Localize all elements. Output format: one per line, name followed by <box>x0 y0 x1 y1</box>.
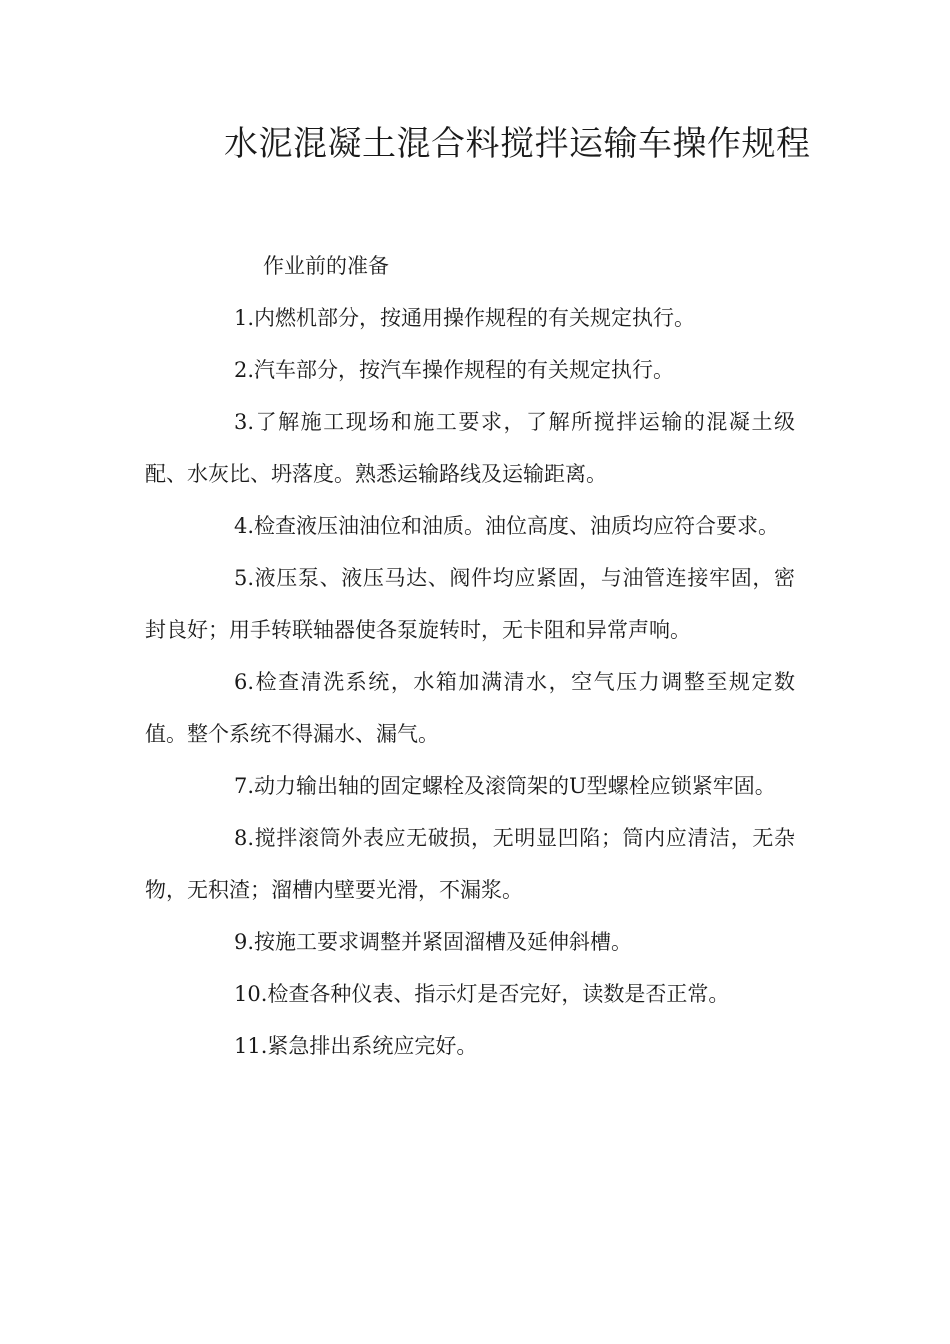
list-item: 7.动力输出轴的固定螺栓及滚筒架的U型螺栓应锁紧牢固。 <box>234 774 776 798</box>
list-item: 6.检查清洗系统，水箱加满清水，空气压力调整至规定数值。整个系统不得漏水、漏气。 <box>145 670 795 746</box>
document-title: 水泥混凝土混合料搅拌运输车操作规程 <box>224 124 811 164</box>
list-item: 8.搅拌滚筒外表应无破损，无明显凹陷；筒内应清洁，无杂物，无积渣；溜槽内壁要光滑，不漏浆。 <box>145 826 795 902</box>
list-item: 2.汽车部分，按汽车操作规程的有关规定执行。 <box>234 358 675 382</box>
section-heading: 作业前的准备 <box>263 254 389 278</box>
document-body <box>145 240 795 1072</box>
list-item: 3.了解施工现场和施工要求，了解所搅拌运输的混凝土级配、水灰比、坍落度。熟悉运输路线及运输距离。 <box>145 410 795 486</box>
list-item: 11.紧急排出系统应完好。 <box>234 1034 478 1058</box>
list-item: 1.内燃机部分，按通用操作规程的有关规定执行。 <box>234 306 696 330</box>
list-item: 5.液压泵、液压马达、阀件均应紧固，与油管连接牢固，密封良好；用手转联轴器使各泵旋转时，无卡阻和异常声响。 <box>145 566 795 642</box>
list-item: 10.检查各种仪表、指示灯是否完好，读数是否正常。 <box>234 982 730 1006</box>
list-item: 4.检查液压油油位和油质。油位高度、油质均应符合要求。 <box>234 514 780 538</box>
list-item: 9.按施工要求调整并紧固溜槽及延伸斜槽。 <box>234 930 633 954</box>
